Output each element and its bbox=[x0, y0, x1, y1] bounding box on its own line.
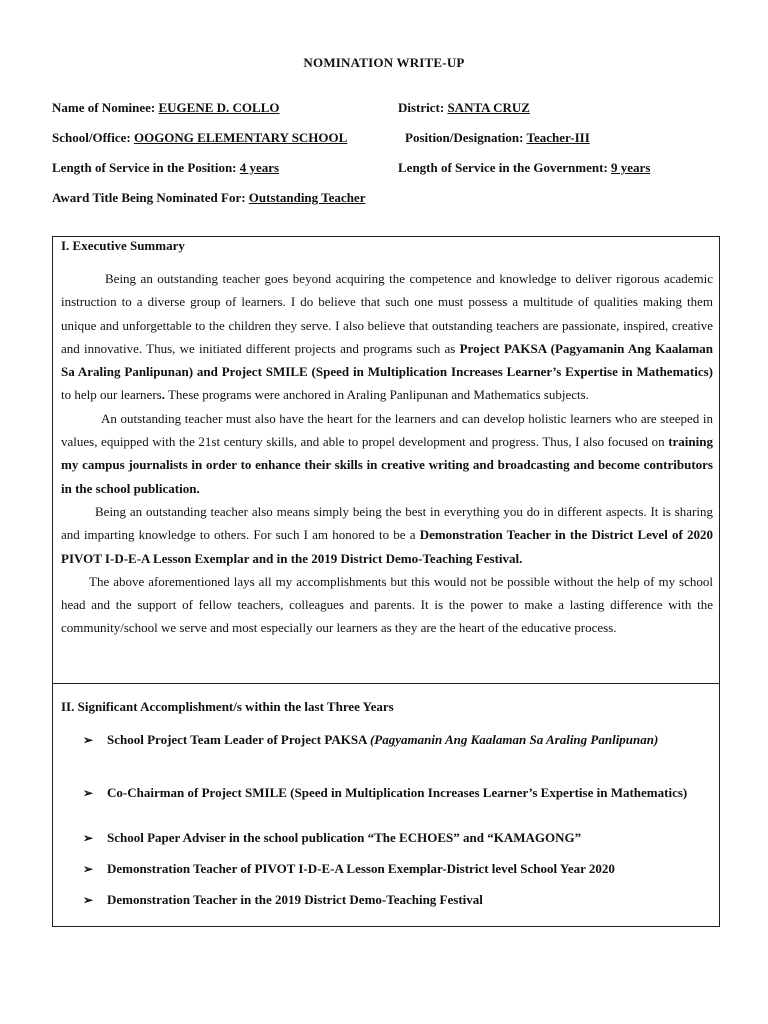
summary-paragraph-1 bbox=[61, 267, 713, 407]
summary-p3-text: Being an outstanding teacher also means simply being the best in everything you do in different aspects. It is sharing and imparting knowledge to others. For such I am honored to be a bbox=[61, 503, 713, 543]
list-item bbox=[83, 861, 715, 877]
accomplishment-text: Demonstration Teacher in the 2019 District Demo-Teaching Festival bbox=[107, 892, 483, 907]
executive-summary-body bbox=[61, 267, 713, 640]
arrowhead-bullet-icon: ➢ bbox=[83, 786, 94, 800]
summary-p2-training: training my campus journalists in order to enhance their skills in creative writing and broadcasting and become contributors in the school publication. bbox=[61, 434, 713, 496]
district-label: District: bbox=[398, 100, 445, 115]
award-value: Outstanding Teacher bbox=[248, 190, 366, 205]
summary-p1-period: . bbox=[161, 387, 165, 403]
service-position-row bbox=[52, 160, 279, 176]
award-row bbox=[52, 190, 365, 206]
service-position-label: Length of Service in the Position: bbox=[52, 160, 237, 175]
list-item bbox=[83, 830, 715, 846]
school-value: OOGONG ELEMENTARY SCHOOL bbox=[133, 130, 348, 145]
school-row bbox=[52, 130, 347, 146]
summary-p1-text: Being an outstanding teacher goes beyond acquiring the competence and knowledge to deliver rigorous academic instruction to a diverse group of learners. I do believe that such one must possess a multitude of qualities making them unique and unforgettable to the children they serve. I also believe that outstanding teachers are passionate, inspired, creative and innovative. Thus, we initiated different projects and programs such as bbox=[61, 271, 713, 356]
page-title: NOMINATION WRITE-UP bbox=[303, 55, 465, 70]
service-gov-row bbox=[398, 160, 650, 176]
summary-p2-text: An outstanding teacher must also have the heart for the learners and can develop holistic learners who are steeped in values, equipped with the 21st century skills, and able to propel development and progress. Thus, I also focused on bbox=[61, 410, 713, 450]
list-item bbox=[83, 892, 715, 908]
position-row bbox=[405, 130, 590, 146]
accomplishment-text: Demonstration Teacher of PIVOT I-D-E-A Lesson Exemplar-District level School Year 2020 bbox=[107, 861, 615, 876]
accomplishment-text: School Project Team Leader of Project PAKSA bbox=[107, 732, 370, 747]
summary-p1-projects: Project PAKSA (Pagyamanin Ang Kaalaman Sa Araling Panlipunan) and Project SMILE (Speed in Multiplication Increases Learner’s Expertise in Mathematics) bbox=[61, 340, 713, 380]
accomplishment-italic: (Pagyamanin Ang Kaalaman Sa Araling Panlipunan) bbox=[369, 732, 659, 747]
award-label: Award Title Being Nominated For: bbox=[52, 190, 246, 205]
accomplishment-text: Co-Chairman of Project SMILE (Speed in Multiplication Increases Learner’s Expertise in Mathematics) bbox=[107, 785, 688, 800]
position-label: Position/Designation: bbox=[405, 130, 524, 145]
executive-summary-box bbox=[52, 236, 720, 684]
list-item bbox=[83, 785, 715, 801]
accomplishments-heading: II. Significant Accomplishment/s within the last Three Years bbox=[61, 699, 394, 714]
summary-p1-text-3: These programs were anchored in Araling Panlipunan and Mathematics subjects. bbox=[164, 387, 589, 403]
list-item bbox=[83, 732, 715, 748]
service-position-value: 4 years bbox=[239, 160, 280, 175]
service-gov-label: Length of Service in the Government: bbox=[398, 160, 608, 175]
summary-paragraph-4: The above aforementioned lays all my accomplishments but this would not be possible without the help of my school head and the support of fellow teachers, colleagues and parents. It is the power to make a lasting difference with the community/school we serve and most especially our learners as they are the heart of the educative process. bbox=[61, 573, 713, 636]
school-label: School/Office: bbox=[52, 130, 131, 145]
accomplishment-text: School Paper Adviser in the school publication “The ECHOES” and “KAMAGONG” bbox=[107, 830, 582, 845]
summary-p3-demo: Demonstration Teacher in the District Level of 2020 PIVOT I-D-E-A Lesson Exemplar and in the 2019 District Demo-Teaching Festival. bbox=[61, 527, 714, 566]
nominee-name-value: EUGENE D. COLLO bbox=[158, 100, 280, 115]
arrowhead-bullet-icon: ➢ bbox=[83, 831, 94, 845]
district-row bbox=[398, 100, 530, 116]
service-gov-value: 9 years bbox=[611, 160, 651, 175]
summary-paragraph-2 bbox=[61, 407, 713, 500]
accomplishments-box bbox=[52, 684, 720, 927]
nominee-name-row bbox=[52, 100, 280, 116]
arrowhead-bullet-icon: ➢ bbox=[83, 893, 94, 907]
summary-paragraph-3 bbox=[61, 500, 713, 570]
summary-p1-text-2: to help our learners bbox=[61, 387, 162, 403]
arrowhead-bullet-icon: ➢ bbox=[83, 862, 94, 876]
district-value: SANTA CRUZ bbox=[447, 100, 530, 115]
position-value: Teacher-III bbox=[526, 130, 590, 145]
executive-summary-heading: I. Executive Summary bbox=[61, 238, 185, 253]
arrowhead-bullet-icon: ➢ bbox=[83, 733, 94, 747]
nominee-name-label: Name of Nominee: bbox=[52, 100, 156, 115]
